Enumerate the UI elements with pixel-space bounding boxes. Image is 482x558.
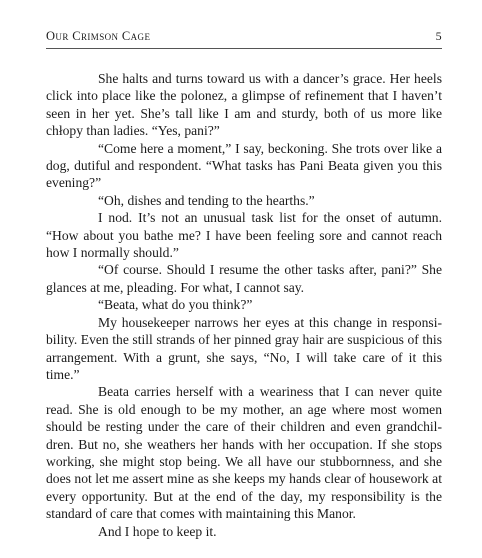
paragraph: “Of course. Should I resume the other tasks after, pani?” She glances at me, pleading. For what, I cannot say.: [46, 262, 442, 295]
body-text: [46, 70, 442, 540]
paragraph: “Oh, dishes and tending to the hearths.”: [98, 192, 315, 208]
paragraph: She halts and turns toward us with a dancer’s grace. Her heels click into place like the polonez, a glimpse of refinement that I haven’t seen in her yet. She’s tall like I am and sturdy, both of us more like chłopy than ladies. “Yes, pani?”: [46, 71, 442, 139]
paragraph: I nod. It’s not an unusual task list for the onset of autumn. “How about you bathe me? I have been feeling sore and cannot reach how I normally should.”: [46, 210, 442, 261]
paragraph: My housekeeper narrows her eyes at this change in responsibility. Even the still strands of her pinned gray hair are suspicious of this arrangement. With a grunt, she says, “No, I will take care of it this time.”: [46, 314, 442, 382]
page-number: 5: [435, 29, 442, 43]
paragraph: “Come here a moment,” I say, beckoning. She trots over like a dog, dutiful and respondent. “What tasks has Pani Beata given you this evening?”: [46, 140, 442, 191]
paragraph: And I hope to keep it.: [98, 523, 217, 539]
running-header: [46, 29, 442, 47]
header-rule: [46, 48, 442, 49]
book-title: Our Crimson Cage: [46, 29, 151, 43]
paragraph: Beata carries herself with a weariness that I can never quite read. She is old enough to be my mother, an age where most women should be resting under the care of their children and even grandchildren. But no, she weathers her hands with her occupation. If she stops working, she might stop being. We all have our stubbornness, and she does not let me assert mine as she keeps my hands clear of housework at every opportunity. But at the end of the day, my responsibility is the standard of care that comes with maintaining this Manor.: [46, 384, 442, 522]
paragraph: “Beata, what do you think?”: [98, 297, 253, 313]
